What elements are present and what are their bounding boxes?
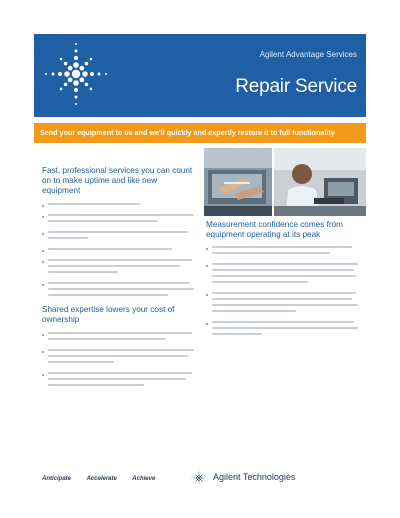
agilent-spark-logo-small-icon xyxy=(190,469,208,487)
list-item xyxy=(42,372,194,386)
list-item xyxy=(42,349,194,363)
tagline-word: Achieve xyxy=(132,476,156,482)
list-item xyxy=(42,248,194,250)
fast-service-list xyxy=(42,203,194,296)
list-item xyxy=(206,321,358,335)
photo-technician-workbench xyxy=(274,148,366,216)
section-heading-fast-service: Fast, professional services you can count on to make uptime and like new equipment xyxy=(42,166,193,195)
measurement-confidence-list xyxy=(206,246,358,335)
shared-expertise-list xyxy=(42,332,194,386)
section-heading-measurement-confidence: Measurement confidence comes from equipment operating at its peak xyxy=(206,220,343,239)
header-banner xyxy=(34,34,366,117)
list-item xyxy=(206,246,358,254)
footer-brand-name: Agilent Technologies xyxy=(213,472,296,482)
list-item xyxy=(42,259,194,273)
tagline-word: Anticipate xyxy=(42,476,72,482)
list-item xyxy=(42,332,194,340)
right-column xyxy=(206,220,358,344)
list-item xyxy=(42,203,194,205)
page-title: Repair Service xyxy=(235,76,357,97)
list-item xyxy=(42,282,194,296)
tagline-banner: Send your equipment to us and we'll quickly and expertly restore it to full functionality xyxy=(34,123,366,143)
footer-tagline xyxy=(42,476,169,482)
list-item xyxy=(42,214,194,222)
left-column xyxy=(42,166,194,395)
list-item xyxy=(206,263,358,283)
tagline-word: Accelerate xyxy=(86,476,117,482)
list-item xyxy=(42,231,194,239)
header-subtitle: Agilent Advantage Services xyxy=(259,50,357,59)
photo-technician-hands xyxy=(204,148,272,216)
list-item xyxy=(206,292,358,312)
agilent-spark-logo-icon xyxy=(40,38,112,110)
section-heading-shared-expertise: Shared expertise lowers your cost of ownership xyxy=(42,305,175,324)
